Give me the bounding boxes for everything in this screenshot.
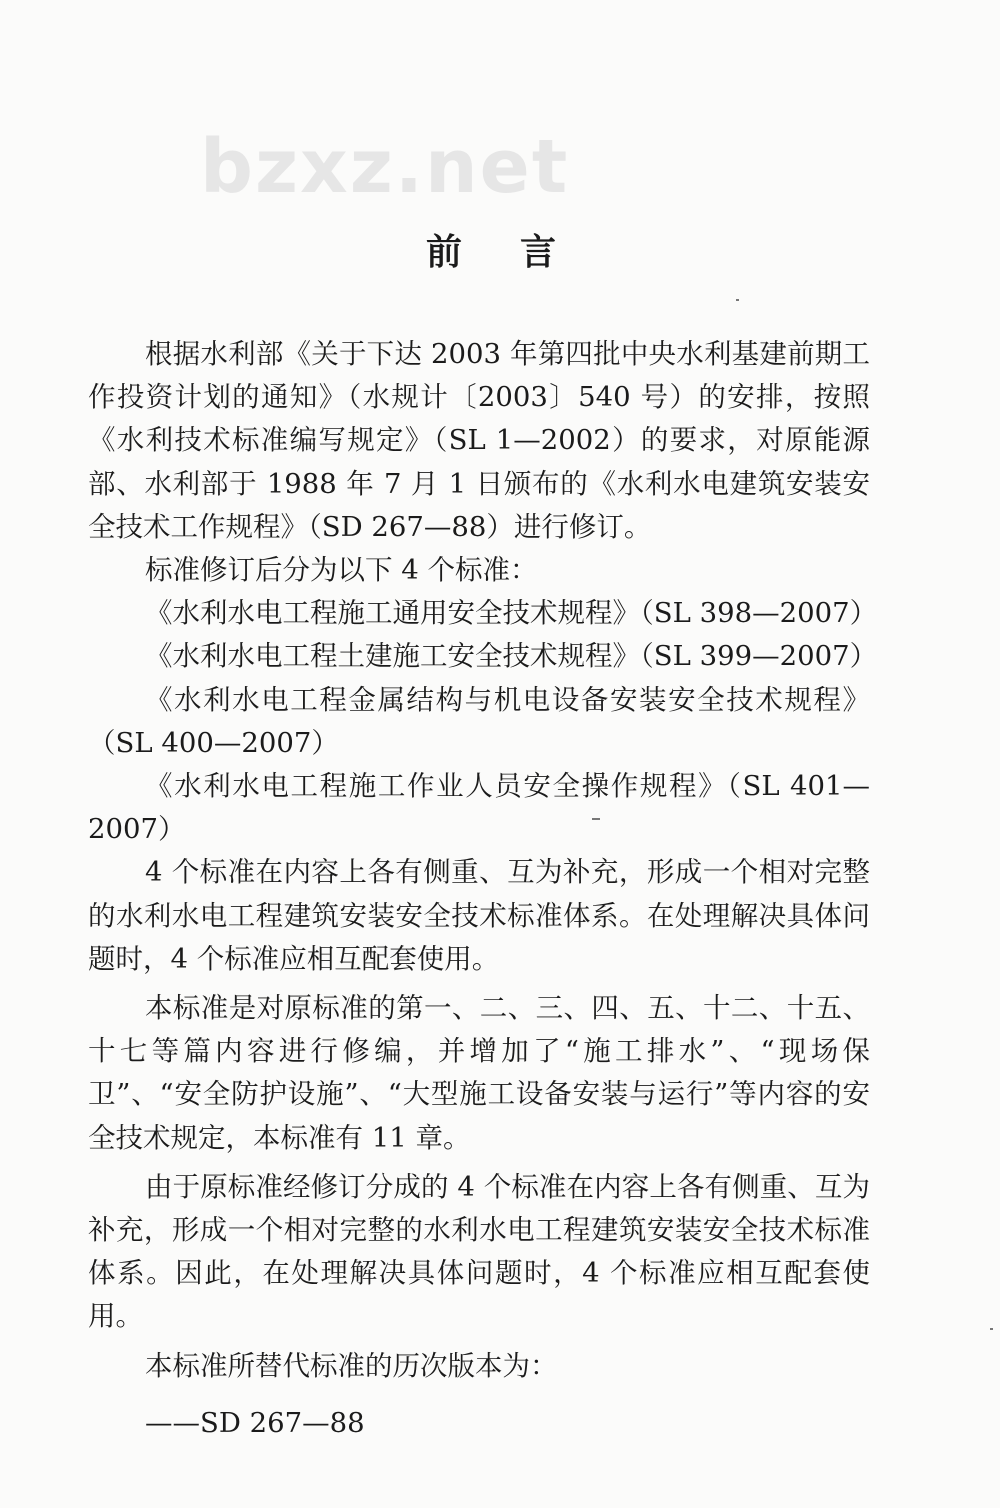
paragraph-revision-basis: 根据水利部《关于下达 2003 年第四批中央水利基建前期工作投资计划的通知》（水规计〔2003〕540 号）的安排，按照《水利技术标准编写规定》（SL 1—2002）的要求，对原能源部、水利部于 1988 年 7 月 1 日颁布的《水利水电建筑安装安全技术工作规程》（SD 267—88）进行修订。 (88, 338, 870, 543)
page-title: 前言 (425, 232, 614, 273)
standard-item-sl400: 《水利水电工程金属结构与机电设备安装安全技术规程》（SL 400—2007） (88, 683, 870, 759)
standard-item-sl401: 《水利水电工程施工作业人员安全操作规程》（SL 401—2007） (88, 770, 870, 846)
replaced-version-item: ——SD 267—88 (145, 1406, 365, 1439)
scan-speck (592, 818, 600, 820)
paragraph-standards-intro: 标准修订后分为以下 4 个标准： (145, 554, 538, 587)
standard-item-sl398: 《水利水电工程施工通用安全技术规程》（SL 398—2007） (145, 597, 878, 630)
paragraph-standards-system: 4 个标准在内容上各有侧重、互为补充，形成一个相对完整的水利水电工程建筑安装安全技术标准体系。在处理解决具体问题时，4 个标准应相互配套使用。 (88, 856, 870, 975)
paragraph-usage-note: 由于原标准经修订分成的 4 个标准在内容上各有侧重、互为补充，形成一个相对完整的水利水电工程建筑安装安全技术标准体系。因此，在处理解决具体问题时，4 个标准应相互配套使用。 (88, 1170, 870, 1333)
standard-item-sl399: 《水利水电工程土建施工安全技术规程》（SL 399—2007） (145, 640, 878, 673)
watermark: bzxz.net (200, 124, 570, 210)
preface-body (88, 333, 878, 1445)
scan-speck (736, 299, 739, 301)
scan-speck (990, 1328, 993, 1330)
paragraph-replaced-versions: 本标准所替代标准的历次版本为： (145, 1349, 558, 1382)
paragraph-scope-of-revision: 本标准是对原标准的第一、二、三、四、五、十二、十五、十七等篇内容进行修编，并增加了“施工排水”、“现场保卫”、“安全防护设施”、“大型施工设备安装与运行”等内容的安全技术规定，本标准有 11 章。 (88, 992, 870, 1154)
